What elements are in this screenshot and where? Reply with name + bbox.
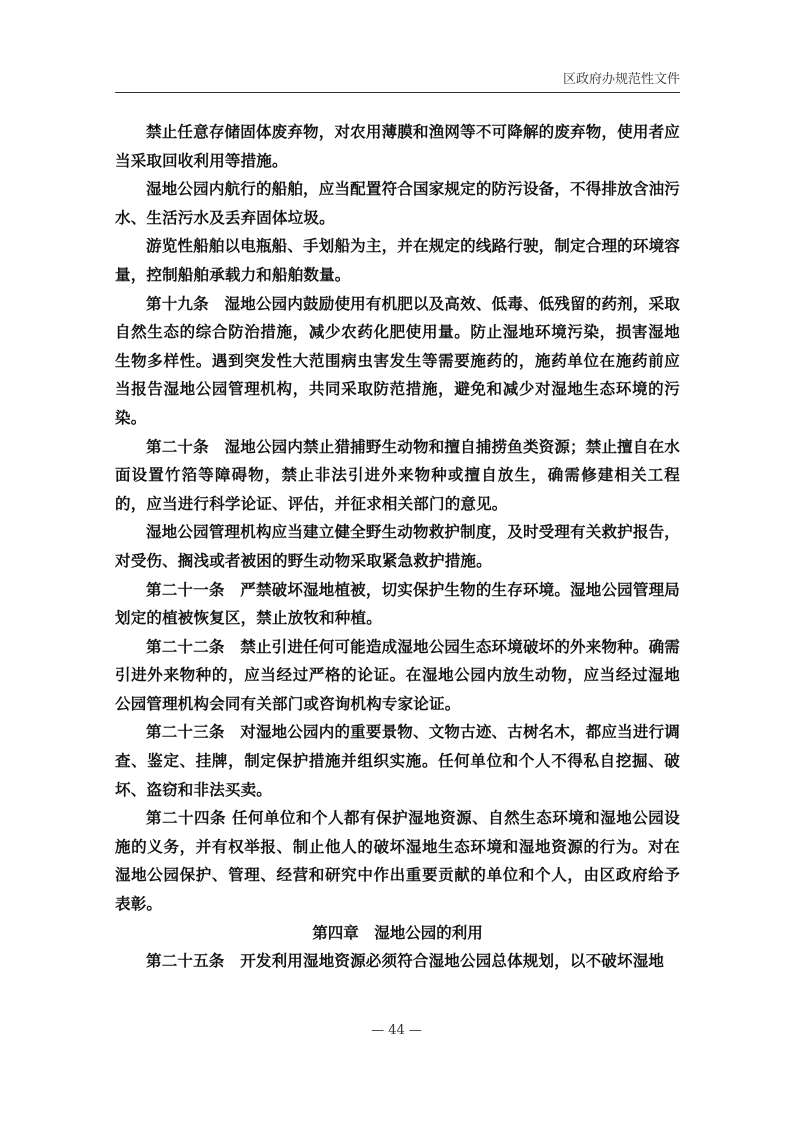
article-23: 第二十三条 对湿地公园内的重要景物、文物古迹、古树名木，都应当进行调查、鉴定、挂牌，制定保护措施并组织实施。任何单位和个人不得私自挖掘、破坏、盗窃和非法买卖。 — [115, 722, 680, 799]
article-20: 第二十条 湿地公园内禁止猎捕野生动物和擅自捕捞鱼类资源；禁止擅自在水面设置竹箔等障碍物，禁止非法引进外来物种或擅自放生，确需修建相关工程的，应当进行科学论证、评估，并征求相关部门的意见。 — [115, 436, 680, 513]
article-19: 第十九条 湿地公园内鼓励使用有机肥以及高效、低毒、低残留的药剂，采取自然生态的综合防治措施，减少农药化肥使用量。防止湿地环境污染，损害湿地生物多样性。遇到突发性大范围病虫害发生等需要施药的，施药单位在施药前应当报告湿地公园管理机构，共同采取防范措施，避免和减少对湿地生态环境的污染。 — [115, 293, 680, 427]
paragraph: 湿地公园内航行的船舶，应当配置符合国家规定的防污设备，不得排放含油污水、生活污水及丢弃固体垃圾。 — [115, 179, 680, 227]
document-body — [115, 118, 680, 976]
paragraph: 游览性船舶以电瓶船、手划船为主，并在规定的线路行驶，制定合理的环境容量，控制船舶承载力和船舶数量。 — [115, 236, 680, 284]
page-number: — 44 — — [371, 1023, 422, 1038]
page-header — [115, 62, 680, 93]
header-title: 区政府办规范性文件 — [562, 72, 680, 87]
article-24: 第二十四条 任何单位和个人都有保护湿地资源、自然生态环境和湿地公园设施的义务，并有权举报、制止他人的破坏湿地生态环境和湿地资源的行为。对在湿地公园保护、管理、经营和研究中作出重要贡献的单位和个人，由区政府给予表彰。 — [115, 808, 680, 914]
article-21: 第二十一条 严禁破坏湿地植被，切实保护生物的生存环境。湿地公园管理局划定的植被恢复区，禁止放牧和种植。 — [115, 579, 680, 628]
paragraph: 湿地公园管理机构应当建立健全野生动物救护制度，及时受理有关救护报告，对受伤、搁浅或者被困的野生动物采取紧急救护措施。 — [115, 522, 680, 570]
article-25: 第二十五条 开发利用湿地资源必须符合湿地公园总体规划，以不破坏湿地 — [146, 951, 665, 971]
paragraph: 禁止任意存储固体废弃物，对农用薄膜和渔网等不可降解的废弃物，使用者应当采取回收利用等措施。 — [115, 122, 680, 170]
chapter-title: 第四章 湿地公园的利用 — [312, 923, 483, 942]
article-22: 第二十二条 禁止引进任何可能造成湿地公园生态环境破坏的外来物种。确需引进外来物种的，应当经过严格的论证。在湿地公园内放生动物，应当经过湿地公园管理机构会同有关部门或咨询机构专家论证。 — [115, 636, 680, 713]
